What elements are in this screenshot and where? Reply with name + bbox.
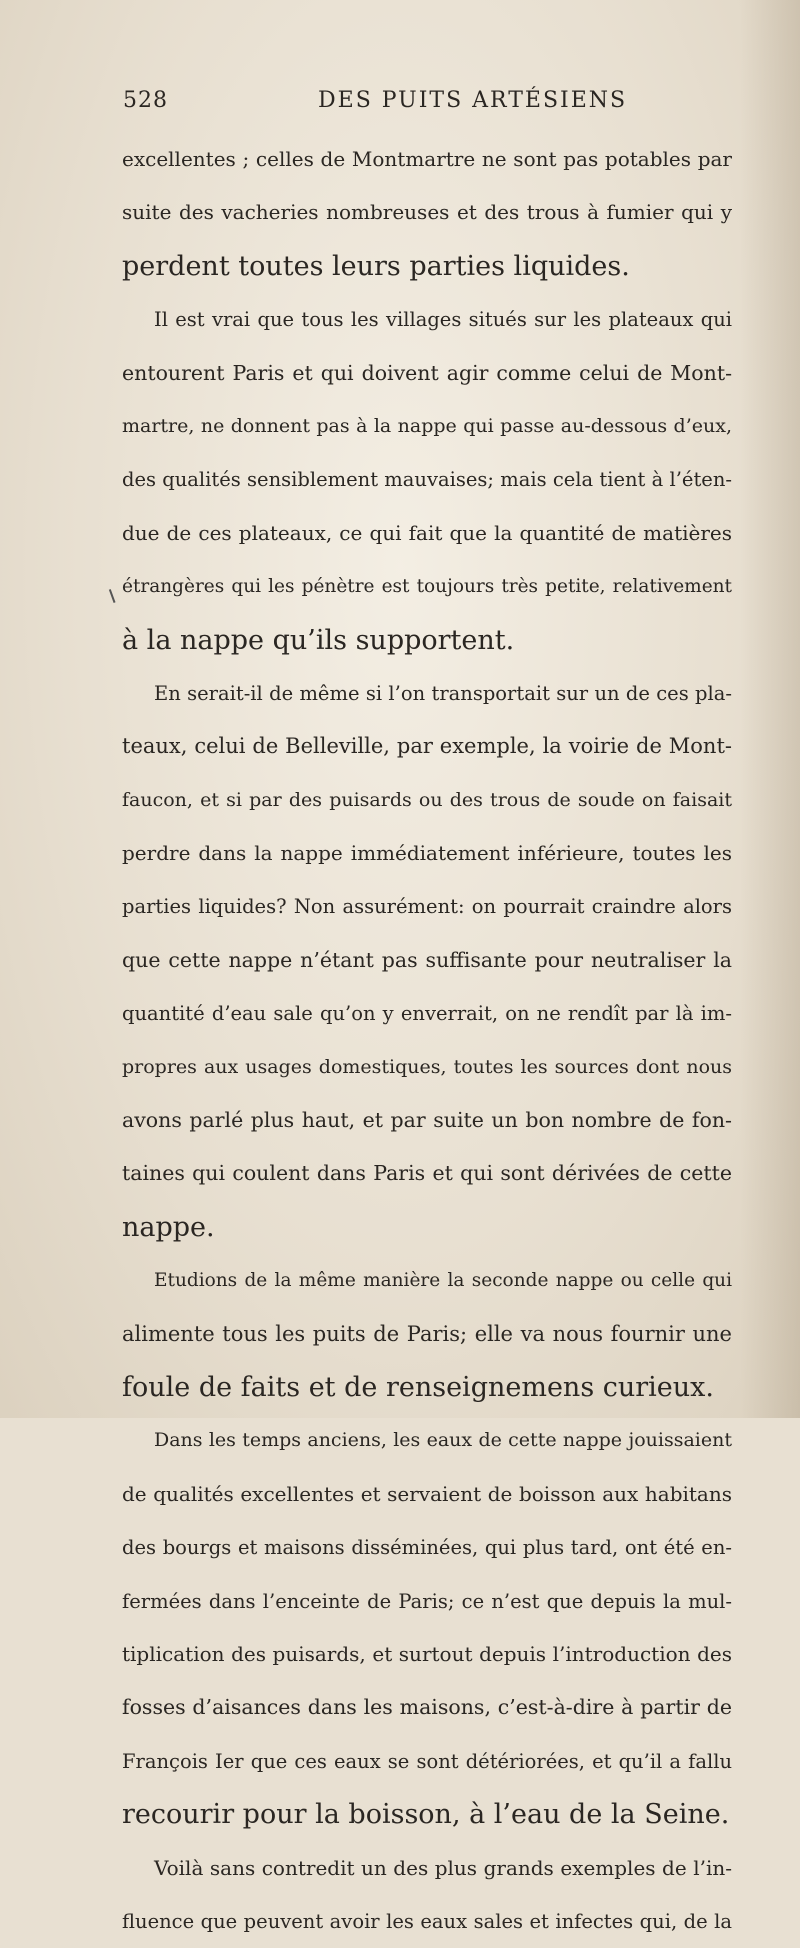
text-line: tiplication des puisards, et surtout depuis l’introduction des [122, 1641, 732, 1666]
running-title: DES PUITS ARTÉSIENS [318, 88, 628, 113]
text-line: des qualités sensiblement mauvaises; mais cela tient à l’éten- [122, 468, 732, 492]
text-line: due de ces plateaux, ce qui fait que la quantité de matières [122, 520, 732, 545]
text-line: Voilà sans contredit un des plus grands exemples de l’in- [154, 1855, 732, 1880]
text-line: avons parlé plus haut, et par suite un bon nombre de fon- [122, 1108, 732, 1133]
body-text [122, 133, 732, 1948]
text-line: propres aux usages domestiques, toutes les sources dont nous [122, 1055, 732, 1078]
text-line: foule de faits et de renseignemens curieux. [122, 1371, 714, 1403]
text-line: perdre dans la nappe immédiatement inférieure, toutes les [122, 841, 732, 866]
text-line: Dans les temps anciens, les eaux de cette nappe jouissaient [154, 1429, 732, 1452]
text-line: Il est vrai que tous les villages situés sur les plateaux qui [154, 308, 732, 332]
text-line: François Ier que ces eaux se sont détériorées, et qu’il a fallu [122, 1749, 732, 1773]
text-line: excellentes ; celles de Montmartre ne sont pas potables par [122, 147, 732, 171]
text-line: de qualités excellentes et servaient de boisson aux habitans [122, 1481, 732, 1506]
text-line: nappe. [122, 1211, 215, 1243]
text-line: que cette nappe n’étant pas suffisante pour neutraliser la [122, 947, 732, 972]
text-line: quantité d’eau sale qu’on y enverrait, on ne rendît par là im- [122, 1002, 732, 1026]
page-header [0, 88, 800, 128]
text-line: Etudions de la même manière la seconde nappe ou celle qui [154, 1270, 732, 1292]
text-line: des bourgs et maisons disséminées, qui plus tard, ont été en- [122, 1536, 732, 1560]
text-line: perdent toutes leurs parties liquides. [122, 250, 630, 282]
page-edge-shadow [740, 0, 800, 1418]
text-line: recourir pour la boisson, à l’eau de la Seine. [122, 1799, 730, 1831]
page-number: 528 [123, 88, 168, 113]
text-line: En serait-il de même si l’on transportait sur un de ces pla- [154, 681, 732, 705]
text-line: étrangères qui les pénètre est toujours très petite, relativement [122, 576, 732, 598]
text-line: taines qui coulent dans Paris et qui sont dérivées de cette [122, 1161, 732, 1186]
text-line: entourent Paris et qui doivent agir comme celui de Mont- [122, 360, 732, 385]
text-line: suite des vacheries nombreuses et des trous à fumier qui y [122, 200, 732, 225]
text-line: martre, ne donnent pas à la nappe qui passe au-dessous d’eux, [122, 414, 732, 437]
text-line: alimente tous les puits de Paris; elle va nous fournir une [122, 1321, 732, 1346]
text-line: fluence que peuvent avoir les eaux sales et infectes qui, de la [122, 1909, 732, 1933]
text-line: à la nappe qu’ils supportent. [122, 624, 515, 656]
text-line: fosses d’aisances dans les maisons, c’est-à-dire à partir de [122, 1695, 732, 1720]
text-line: faucon, et si par des puisards ou des trous de soude on faisait [122, 788, 732, 811]
text-line: teaux, celui de Belleville, par exemple, la voirie de Mont- [122, 734, 732, 759]
text-line: fermées dans l’enceinte de Paris; ce n’est que depuis la mul- [122, 1589, 732, 1613]
text-line: parties liquides? Non assurément: on pourrait craindre alors [122, 895, 732, 919]
margin-mark [109, 587, 121, 603]
